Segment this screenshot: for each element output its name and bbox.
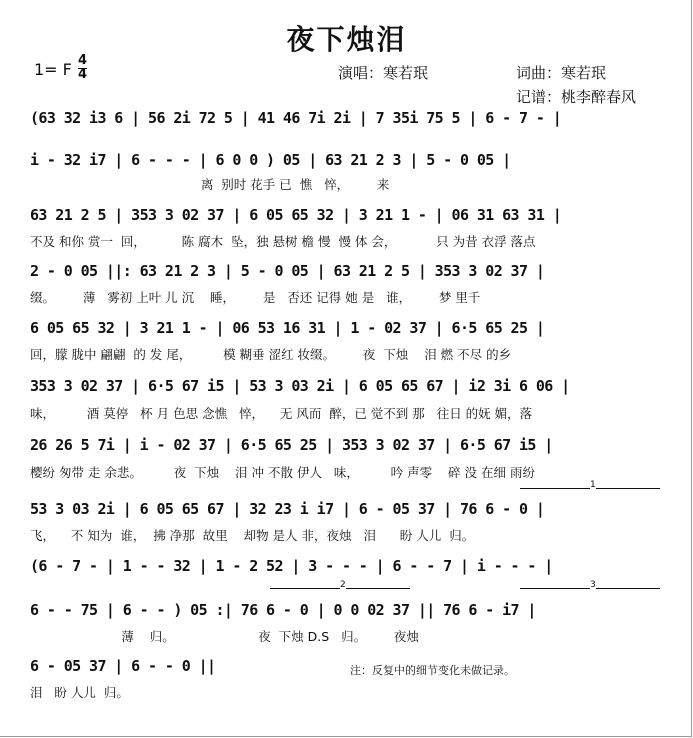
song-title: 夜下烛泪	[286, 23, 407, 56]
volta-label: 3	[590, 580, 596, 590]
lyric-row: 樱纷 匆带 走 余悲。 夜 下烛 泪 冲 不散 伊人 味， 吟 声零 碎 没 在细 雨纷	[30, 465, 535, 480]
lyric-row: 泪 盼 人儿 归。	[30, 685, 129, 700]
meter-top: 4	[78, 53, 88, 68]
footnote: 注：反复中的细节变化未做记录。	[350, 664, 515, 677]
volta-bracket-3	[520, 580, 660, 597]
score-row: (63 32 i3 6 | 56 2i 72 5 | 41 46 7i 2i | 7 35i 75 5 | 6 - 7 - |	[30, 109, 562, 127]
volta-label: 2	[340, 580, 346, 590]
time-signature	[78, 55, 87, 81]
key-signature: 1= F	[34, 60, 72, 79]
score-row: 2 - 0 05 ||: 63 21 2 3 | 5 - 0 05 | 63 21 2 5 | 353 3 02 37 |	[30, 262, 545, 280]
transcriber-credit: 记谱：桃李醉春风	[516, 88, 637, 106]
composer-credit: 词曲：寒若珉	[516, 64, 607, 82]
lyric-row: 味， 酒 莫停 杯 月 色思 念憔 悴， 无 风而 醉，已 觉不到 那 往日 的妩 媚，落	[30, 406, 533, 421]
meter-bottom: 4	[78, 67, 88, 82]
score-row: i - 32 i7 | 6 - - - | 6 0 0 ) 05 | 63 21 2 3 | 5 - 0 05 |	[30, 151, 511, 169]
volta-bracket-2	[270, 580, 410, 597]
score-row: 53 3 03 2i | 6 05 65 67 | 32 23 i i7 | 6 - 05 37 | 76 6 - 0 |	[30, 500, 545, 518]
lyric-row: 回，朦 胧中 翩翩 的 发 尾， 模 糊垂 涩红 妆缀。 夜 下烛 泪 燃 不尽 的乡	[30, 347, 512, 362]
lyric-row: 缀。 薄 雾初 上叶 儿 沉 睡， 是 否还 记得 她 是 谁， 梦 里千	[30, 290, 481, 305]
score-row: 26 26 5 7i | i - 02 37 | 6·5 65 25 | 353 3 02 37 | 6·5 67 i5 |	[30, 436, 553, 454]
volta-bracket-1	[520, 480, 660, 497]
score-row: 63 21 2 5 | 353 3 02 37 | 6 05 65 32 | 3 21 1 - | 06 31 63 31 |	[30, 206, 562, 224]
singer-credit: 演唱：寒若珉	[338, 64, 429, 82]
score-row: 6 - 05 37 | 6 - - 0 ||	[30, 657, 216, 675]
score-row: (6 - 7 - | 1 - - 32 | 1 - 2 52 | 3 - - - | 6 - - 7 | i - - - |	[30, 557, 553, 575]
lyric-row: 离 别时 花手 已 憔 悴， 来	[30, 177, 390, 192]
score-row: 6 - - 75 | 6 - - ) 05 :| 76 6 - 0 | 0 0 02 37 || 76 6 - i7 |	[30, 601, 536, 619]
lyric-row: 飞， 不 知为 谁， 拂 净那 故里 却物 是人 非，夜烛 泪 盼 人儿 归。	[30, 528, 475, 543]
score-row: 353 3 02 37 | 6·5 67 i5 | 53 3 03 2i | 6 05 65 67 | i2 3i 6 06 |	[30, 377, 570, 395]
lyric-row: 不及 和你 赏一 回， 陈 腐木 坠，独 悬树 檐 慢 慢 体 会， 只 为昔 衣浮 落点	[30, 234, 536, 249]
lyric-row: 薄 归。 夜 下烛 D.S 归。 夜烛	[30, 629, 419, 644]
score-row: 6 05 65 32 | 3 21 1 - | 06 53 16 31 | 1 - 02 37 | 6·5 65 25 |	[30, 319, 545, 337]
volta-label: 1	[590, 480, 596, 490]
